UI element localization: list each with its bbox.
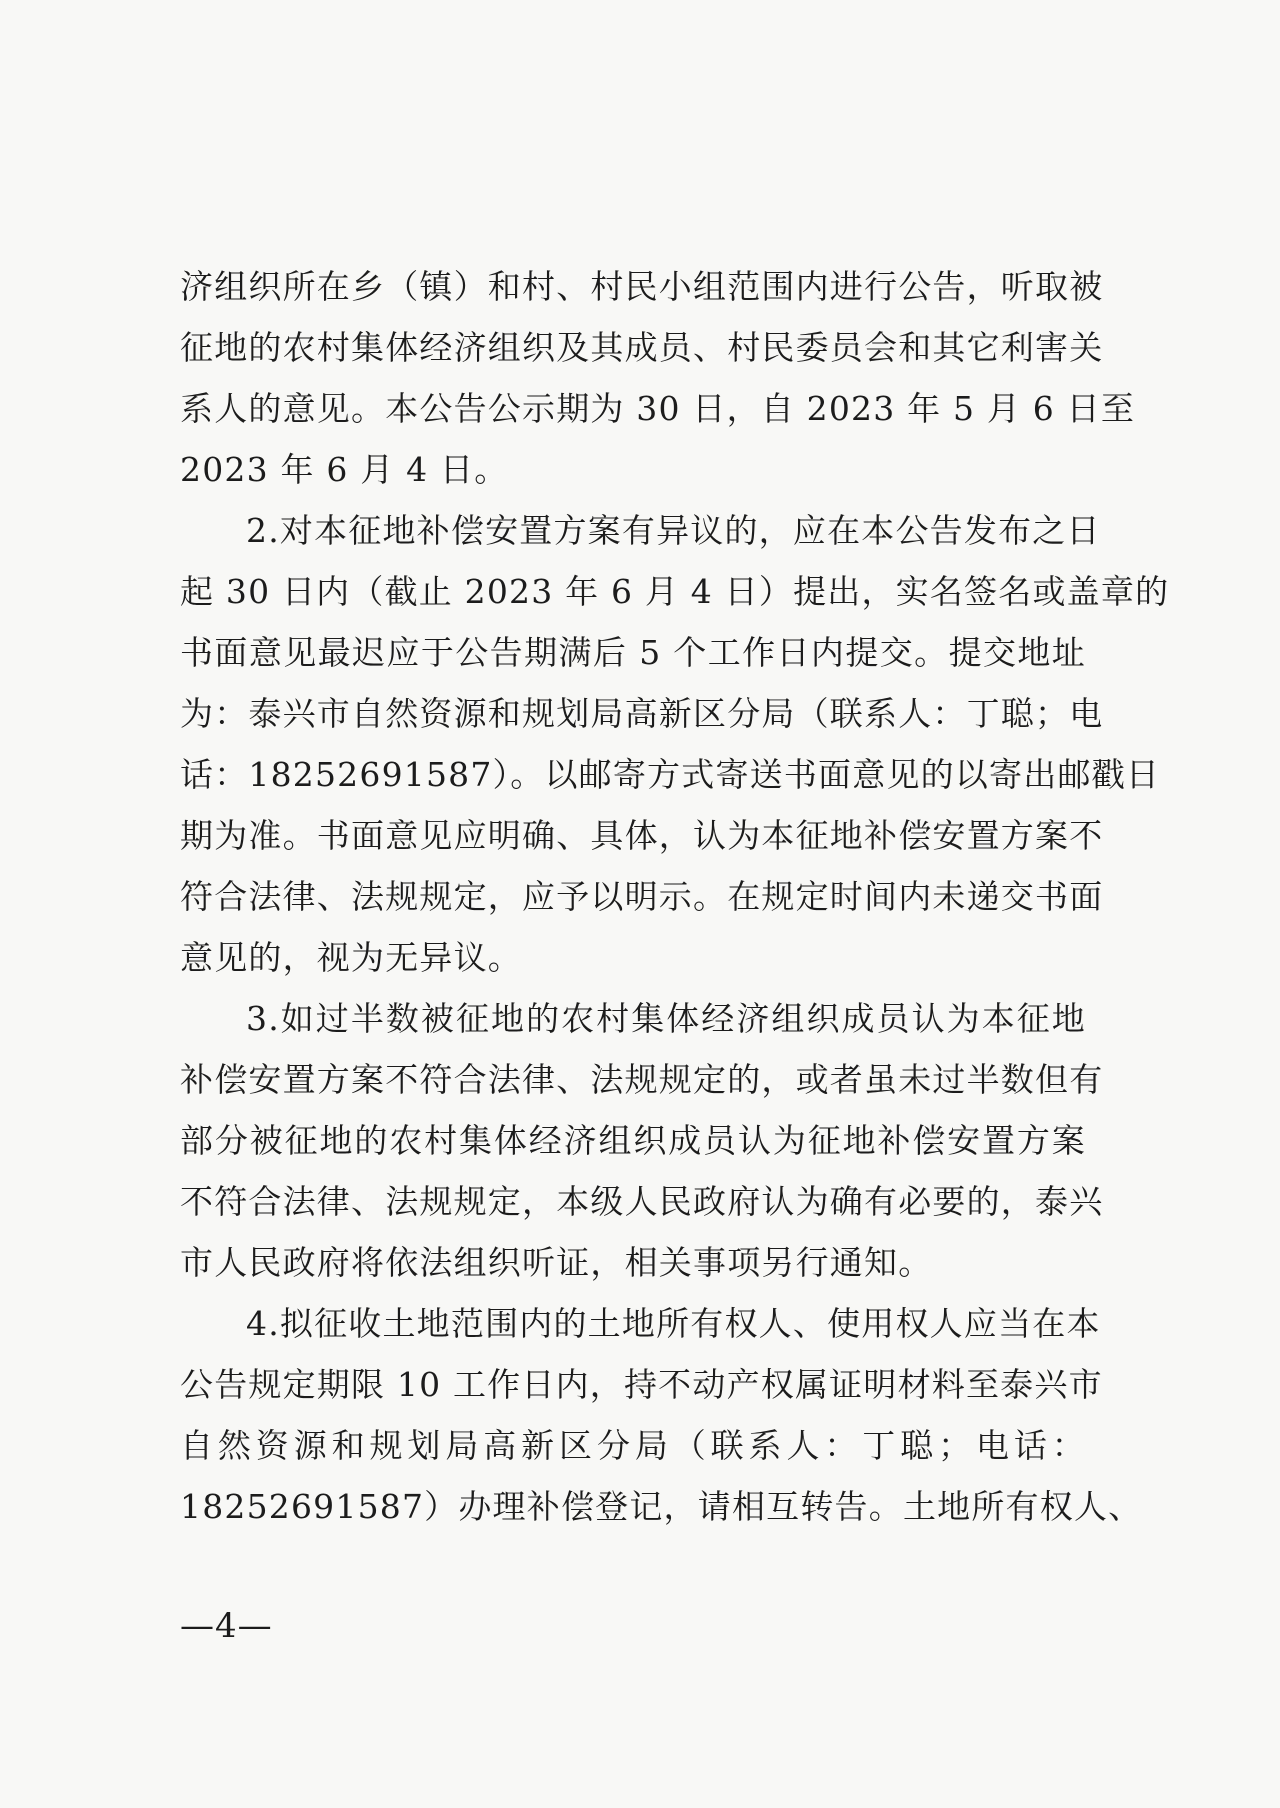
paragraph-4-line-3: 自然资源和规划局高新区分局（联系人：丁聪；电话： <box>180 1426 1086 1465</box>
paragraph-4-line-1: 4.拟征收土地范围内的土地所有权人、使用权人应当在本 <box>246 1304 1101 1343</box>
paragraph-2-line-6: 期为准。书面意见应明确、具体，认为本征地补偿安置方案不 <box>180 816 1104 855</box>
paragraph-4-line-4: 18252691587）办理补偿登记，请相互转告。土地所有权人、 <box>180 1487 1143 1526</box>
paragraph-2-line-7: 符合法律、法规规定，应予以明示。在规定时间内未递交书面 <box>180 877 1104 916</box>
paragraph-1-line-4: 2023 年 6 月 4 日。 <box>180 450 509 489</box>
paragraph-2-line-2: 起 30 日内（截止 2023 年 6 月 4 日）提出，实名签名或盖章的 <box>180 572 1170 611</box>
paragraph-2-line-8: 意见的，视为无异议。 <box>180 938 522 977</box>
paragraph-2-line-1: 2.对本征地补偿安置方案有异议的，应在本公告发布之日 <box>246 511 1101 550</box>
paragraph-1-line-3: 系人的意见。本公告公示期为 30 日，自 2023 年 5 月 6 日至 <box>180 389 1136 428</box>
paragraph-4-line-2: 公告规定期限 10 工作日内，持不动产权属证明材料至泰兴市 <box>180 1365 1103 1404</box>
document-body <box>180 256 1170 1537</box>
page-number: —4— <box>180 1606 273 1646</box>
paragraph-3-line-2: 补偿安置方案不符合法律、法规规定的，或者虽未过半数但有 <box>180 1060 1104 1099</box>
paragraph-3-line-5: 市人民政府将依法组织听证，相关事项另行通知。 <box>180 1243 933 1282</box>
paragraph-3-line-1: 3.如过半数被征地的农村集体经济组织成员认为本征地 <box>246 999 1086 1038</box>
paragraph-2-line-4: 为：泰兴市自然资源和规划局高新区分局（联系人：丁聪；电 <box>180 694 1104 733</box>
paragraph-3-line-3: 部分被征地的农村集体经济组织成员认为征地补偿安置方案 <box>180 1121 1086 1160</box>
paragraph-1-line-1: 济组织所在乡（镇）和村、村民小组范围内进行公告，听取被 <box>180 267 1104 306</box>
paragraph-2-line-5: 话：18252691587）。以邮寄方式寄送书面意见的以寄出邮戳日 <box>180 755 1161 794</box>
paragraph-3-line-4: 不符合法律、法规规定，本级人民政府认为确有必要的，泰兴 <box>180 1182 1104 1221</box>
paragraph-2-line-3: 书面意见最迟应于公告期满后 5 个工作日内提交。提交地址 <box>180 633 1086 672</box>
paragraph-1-line-2: 征地的农村集体经济组织及其成员、村民委员会和其它利害关 <box>180 328 1104 367</box>
